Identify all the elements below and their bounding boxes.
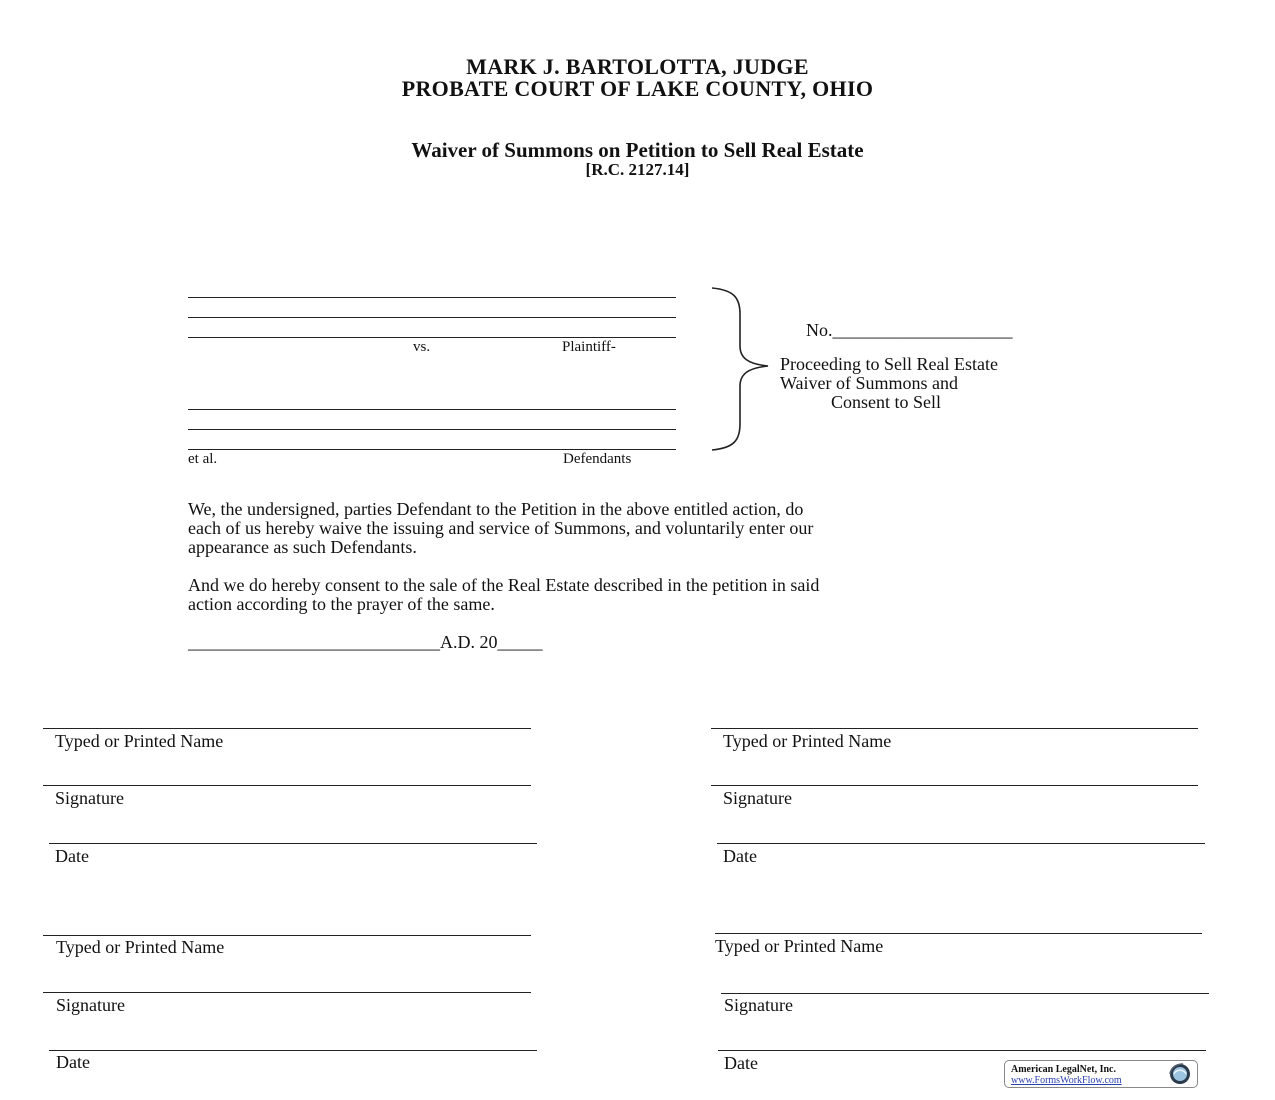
sig2-name-label: Typed or Printed Name xyxy=(723,731,892,751)
plaintiff-line-2[interactable] xyxy=(188,317,676,318)
sig4-signature-label: Signature xyxy=(724,995,793,1015)
proceeding-line-3: Consent to Sell xyxy=(831,392,942,412)
sig1-signature-line[interactable] xyxy=(43,785,531,786)
proceeding-line-1: Proceeding to Sell Real Estate xyxy=(780,354,998,374)
judge-name: MARK J. BARTOLOTTA, JUDGE xyxy=(466,54,809,79)
plaintiff-line-3[interactable] xyxy=(188,337,676,338)
american-legalnet-logo[interactable] xyxy=(1004,1060,1198,1088)
sig1-name-line[interactable] xyxy=(43,728,531,729)
waiver-paragraph xyxy=(188,500,813,557)
consent-line-2: action according to the prayer of the same. xyxy=(188,594,495,614)
sig1-name-label: Typed or Printed Name xyxy=(55,731,224,751)
sig4-name-label: Typed or Printed Name xyxy=(715,936,884,956)
statute-reference: [R.C. 2127.14] xyxy=(585,160,690,179)
sig4-date-line[interactable] xyxy=(718,1050,1206,1051)
sig4-signature-line[interactable] xyxy=(721,993,1209,994)
sig3-name-line[interactable] xyxy=(43,935,531,936)
sig3-date-line[interactable] xyxy=(49,1050,537,1051)
sig4-date-label: Date xyxy=(724,1053,758,1073)
sig1-signature-label: Signature xyxy=(55,788,124,808)
sig3-date-label: Date xyxy=(56,1052,90,1072)
sig2-date-line[interactable] xyxy=(717,843,1205,844)
et-al-label: et al. xyxy=(188,451,218,467)
sig4-name-line[interactable] xyxy=(715,933,1202,934)
defendants-label: Defendants xyxy=(563,451,632,467)
proceeding-line-2: Waiver of Summons and xyxy=(780,373,959,393)
sig1-date-line[interactable] xyxy=(49,843,537,844)
caption-brace-icon xyxy=(708,284,778,454)
sig2-signature-line[interactable] xyxy=(711,785,1198,786)
plaintiff-line-1[interactable] xyxy=(188,297,676,298)
date-field[interactable]: ____________________________A.D. 20_____ xyxy=(188,632,543,652)
sig3-name-label: Typed or Printed Name xyxy=(56,937,225,957)
court-name: PROBATE COURT OF LAKE COUNTY, OHIO xyxy=(401,76,874,101)
consent-paragraph xyxy=(188,576,819,614)
waiver-line-1: We, the undersigned, parties Defendant to the Petition in the above entitled action, do xyxy=(188,499,804,519)
waiver-line-2: each of us hereby waive the issuing and service of Summons, and voluntarily enter our xyxy=(188,518,814,538)
plaintiff-label: Plaintiff- xyxy=(562,339,616,355)
defendant-line-2[interactable] xyxy=(188,429,676,430)
vs-label: vs. xyxy=(413,339,431,355)
sig2-date-label: Date xyxy=(723,846,757,866)
defendant-line-1[interactable] xyxy=(188,409,676,410)
defendant-line-3[interactable] xyxy=(188,449,676,450)
consent-line-1: And we do hereby consent to the sale of the Real Estate described in the petition in said xyxy=(188,575,820,595)
sig2-name-line[interactable] xyxy=(711,728,1198,729)
sig1-date-label: Date xyxy=(55,846,89,866)
globe-icon xyxy=(1163,1063,1193,1085)
waiver-line-3: appearance as such Defendants. xyxy=(188,537,417,557)
logo-url-link[interactable]: www.FormsWorkFlow.com xyxy=(1011,1075,1122,1086)
form-title: Waiver of Summons on Petition to Sell Real Estate xyxy=(411,138,864,162)
logo-company-name: American LegalNet, Inc. xyxy=(1011,1064,1116,1075)
sig3-signature-line[interactable] xyxy=(43,992,531,993)
proceeding-description xyxy=(780,355,998,412)
case-number-field[interactable]: No.____________________ xyxy=(806,320,1013,340)
sig2-signature-label: Signature xyxy=(723,788,792,808)
sig3-signature-label: Signature xyxy=(56,995,125,1015)
